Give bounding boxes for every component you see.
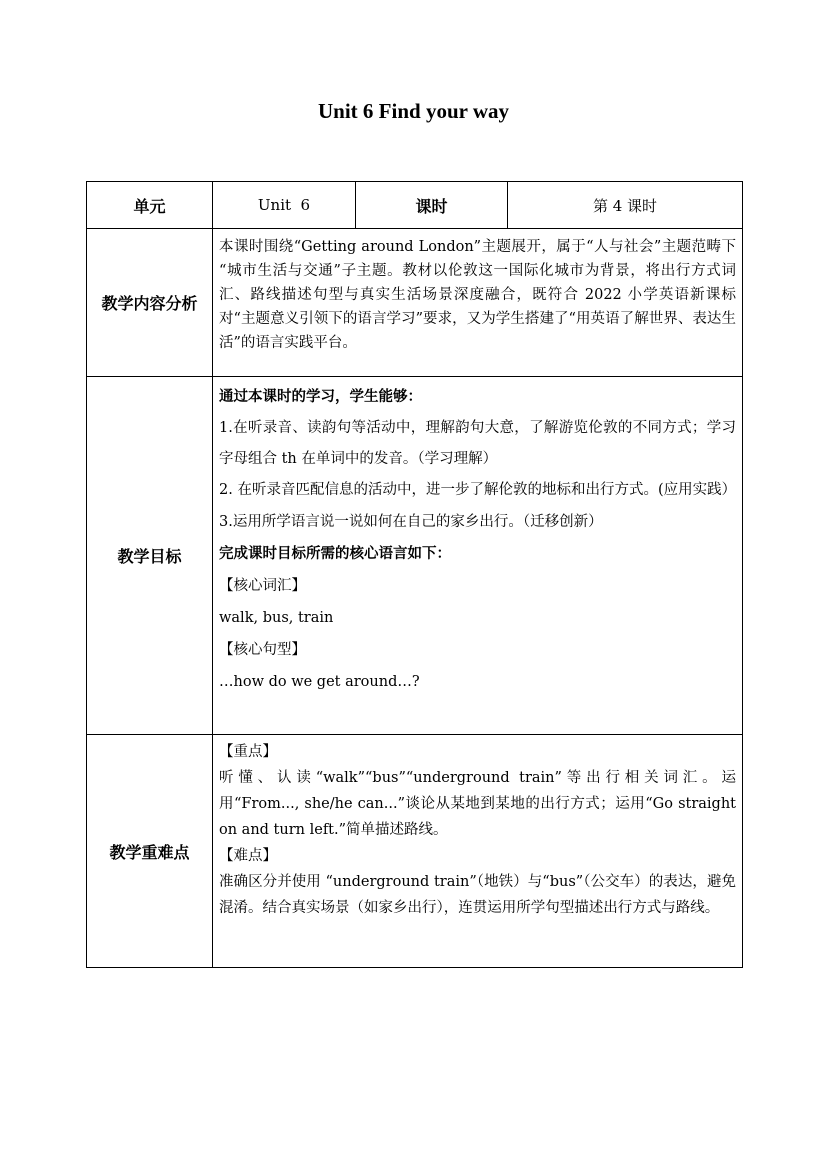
objectives-label: 教学目标 xyxy=(87,377,213,735)
objectives-cell xyxy=(213,377,743,735)
difficulty-text: 准确区分并使用 “underground train”（地铁）与“bus”（公交车）的表达，避免混淆。结合真实场景（如家乡出行），连贯运用所学句型描述出行方式与路线。 xyxy=(219,874,736,916)
core-language-intro: 完成课时目标所需的核心语言如下： xyxy=(219,546,451,562)
objectives-row xyxy=(87,377,743,735)
objective-item-3: 3.运用所学语言说一说如何在自己的家乡出行。（迁移创新） xyxy=(219,514,603,530)
vocab-label: 【核心词汇】 xyxy=(219,578,306,594)
objectives-intro: 通过本课时的学习，学生能够： xyxy=(219,389,422,405)
lesson-plan-table xyxy=(86,181,743,968)
analysis-label: 教学内容分析 xyxy=(87,229,213,377)
header-row xyxy=(87,182,743,229)
unit-value: Unit 6 xyxy=(213,182,356,229)
vocab-list: walk, bus, train xyxy=(219,610,334,626)
page-title: Unit 6 Find your way xyxy=(318,99,509,123)
period-label: 课时 xyxy=(356,182,508,229)
key-points-cell xyxy=(213,735,743,968)
analysis-row xyxy=(87,229,743,377)
focus-text: 听懂、认读“walk”“bus”“underground train”等出行相关词汇。运用“From..., she/he can...”谈论从某地到某地的出行方式；运用“Go straight on and turn left.”简单描述路线。 xyxy=(219,770,736,838)
analysis-cell xyxy=(213,229,743,377)
period-value: 第 4 课时 xyxy=(508,182,743,229)
sentence-pattern: …how do we get around…? xyxy=(219,674,420,690)
key-points-label: 教学重难点 xyxy=(87,735,213,968)
sentence-label: 【核心句型】 xyxy=(219,642,306,658)
difficulty-label: 【难点】 xyxy=(219,848,277,864)
analysis-text: 本课时围绕“Getting around London”主题展开，属于“人与社会”主题范畴下 “城市生活与交通”子主题。教材以伦敦这一国际化城市为背景，将出行方式词汇、路线描述句型与真实生活场景深度融合，既符合 2022 小学英语新课标对“主题意义引领下的语言学习”要求，又为学生搭建了“用英语了解世界、表达生活”的语言实践平台。 xyxy=(219,239,736,351)
key-points-row xyxy=(87,735,743,968)
objective-item-1: 1.在听录音、读韵句等活动中，理解韵句大意，了解游览伦敦的不同方式；学习字母组合 th 在单词中的发音。（学习理解） xyxy=(219,420,736,467)
unit-label: 单元 xyxy=(87,182,213,229)
objective-item-2: 2. 在听录音匹配信息的活动中，进一步了解伦敦的地标和出行方式。(应用实践） xyxy=(219,482,737,498)
focus-label: 【重点】 xyxy=(219,744,277,760)
